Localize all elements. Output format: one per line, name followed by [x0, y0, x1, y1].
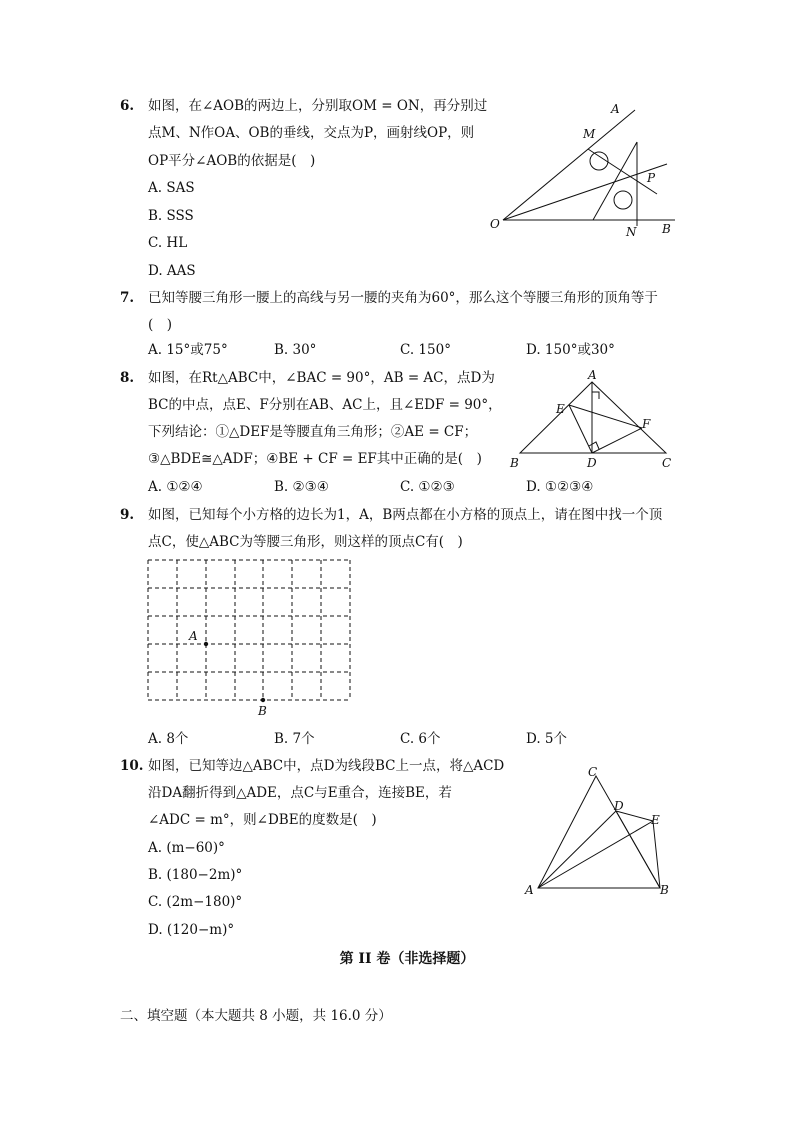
q9-grid-figure — [140, 552, 360, 722]
q9-option-a: A. 8个 — [148, 731, 189, 747]
q9-number: 9. — [120, 507, 135, 523]
q9-point-b — [261, 698, 265, 702]
q6-line-2: 点M、N作OA、OB的垂线，交点为P，画射线OP，则 — [148, 125, 475, 141]
q8-line-1: 如图，在Rt△ABC中，∠BAC = 90°，AB = AC，点D为 — [148, 370, 495, 386]
q7-option-c: C. 150° — [400, 342, 451, 358]
q10-label-a: A — [525, 883, 534, 897]
q6-option-b: B. SSS — [148, 208, 194, 224]
q10-number: 10. — [120, 758, 144, 774]
q8-option-d: D. ①②③④ — [526, 479, 594, 495]
q6-label-o: O — [490, 217, 500, 231]
q6-label-b: B — [662, 222, 671, 236]
q10-line-3: ∠ADC = m°，则∠DBE的度数是( ) — [148, 812, 377, 828]
q8-label-a: A — [588, 368, 597, 382]
q8-figure — [505, 368, 685, 472]
q10-option-d: D. (120−m)° — [148, 922, 235, 938]
q9-line-1: 如图，已知每个小方格的边长为1，A，B两点都在小方格的顶点上，请在图中找一个顶 — [148, 507, 663, 523]
q8-option-a: A. ①②④ — [148, 479, 203, 495]
q6-circle-2 — [614, 191, 632, 209]
q10-figure — [520, 762, 680, 902]
q10-line-1: 如图，已知等边△ABC中，点D为线段BC上一点，将△ACD — [148, 758, 505, 774]
q8-label-c: C — [662, 456, 672, 470]
q6-circle-1 — [590, 152, 608, 170]
q10-label-b: B — [660, 883, 669, 897]
q10-label-e: E — [651, 813, 660, 827]
q9-line-2: 点C，使△ABC为等腰三角形，则这样的顶点C有( ) — [148, 534, 463, 550]
q6-label-n: N — [626, 225, 637, 239]
q8-number: 8. — [120, 370, 135, 386]
q10-label-d: D — [614, 799, 624, 813]
q9-option-b: B. 7个 — [274, 731, 315, 747]
q6-number: 6. — [120, 98, 135, 114]
q8-segment-df — [592, 428, 642, 453]
q6-figure — [485, 100, 685, 240]
q10-option-a: A. (m−60)° — [148, 840, 225, 856]
q6-label-p: P — [647, 171, 656, 185]
q7-option-d: D. 150°或30° — [526, 342, 615, 358]
q6-line-3: OP平分∠AOB的依据是( ) — [148, 153, 316, 169]
q8-right-angle-d — [589, 442, 599, 449]
q9-option-d: D. 5个 — [526, 731, 568, 747]
section-fill-in-header: 二、填空题（本大题共 8 小题，共 16.0 分） — [120, 1008, 392, 1024]
q6-ray-op — [503, 164, 667, 220]
part2-title: 第 II 卷（非选择题） — [339, 951, 475, 967]
q6-option-d: D. AAS — [148, 263, 196, 279]
q9-point-a — [204, 642, 208, 646]
q9-label-b: B — [258, 704, 267, 718]
q9-label-a: A — [189, 629, 198, 643]
q10-label-c: C — [588, 765, 598, 779]
q9-option-c: C. 6个 — [400, 731, 441, 747]
q8-option-c: C. ①②③ — [400, 479, 455, 495]
q10-option-b: B. (180−2m)° — [148, 867, 243, 883]
q9-dashed-grid — [148, 560, 350, 700]
q6-label-m: M — [583, 127, 596, 141]
q10-triangle-abc — [538, 776, 660, 888]
q8-segment-ed — [569, 405, 592, 453]
q8-label-b: B — [510, 456, 519, 470]
q6-line-1: 如图，在∠AOB的两边上，分别取OM = ON，再分别过 — [148, 98, 488, 114]
q8-option-b: B. ②③④ — [274, 479, 329, 495]
q8-line-2: BC的中点，点E、F分别在AB、AC上，且∠EDF = 90°， — [148, 397, 502, 413]
q6-option-a: A. SAS — [148, 180, 195, 196]
q8-right-angle-a — [592, 392, 599, 399]
q10-option-c: C. (2m−180)° — [148, 894, 243, 910]
q6-option-c: C. HL — [148, 235, 188, 251]
q7-option-b: B. 30° — [274, 342, 317, 358]
q8-label-f: F — [642, 417, 651, 431]
q7-line-2: ( ) — [148, 317, 173, 333]
q8-label-e: E — [556, 402, 565, 416]
q8-line-4: ③△BDE≅△ADF；④BE + CF = EF其中正确的是( ) — [148, 451, 482, 467]
q10-line-2: 沿DA翻折得到△ADE，点C与E重合，连接BE，若 — [148, 785, 452, 801]
q7-number: 7. — [120, 290, 135, 306]
q8-line-3: 下列结论：①△DEF是等腰直角三角形；②AE = CF； — [148, 424, 478, 440]
q6-label-a: A — [611, 102, 620, 116]
q6-segment — [593, 142, 637, 220]
q8-segment-ef — [569, 405, 642, 428]
q7-line-1: 已知等腰三角形一腰上的高线与另一腰的夹角为60°，那么这个等腰三角形的顶角等于 — [148, 290, 658, 306]
q7-option-a: A. 15°或75° — [148, 342, 228, 358]
q8-label-d: D — [587, 456, 597, 470]
